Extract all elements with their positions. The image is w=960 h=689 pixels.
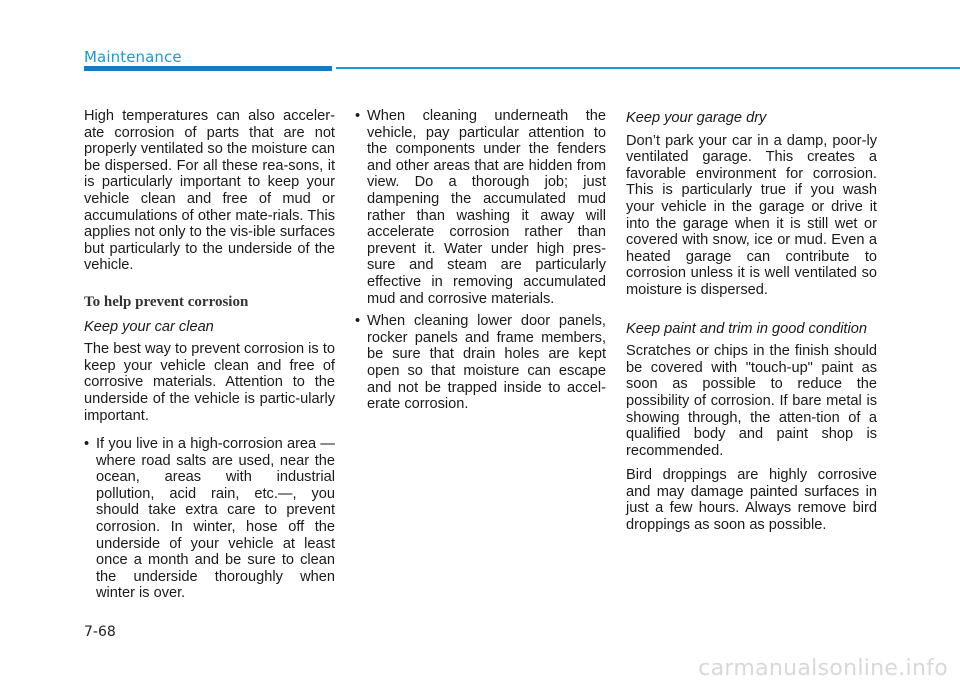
- subheading-keep-car-clean: Keep your car clean: [84, 318, 214, 335]
- paragraph-paint-trim: Scratches or chips in the finish should be covered with "touch-up" paint as soon as possible to reduce the possibility of corrosion. If bare metal is showing through, the atten-tion of a qualified body and paint shop is recommended.: [626, 343, 877, 459]
- bullet-item-high-corrosion: • If you live in a high-corrosion area — where road salts are used, near the ocean, areas with industrial pollution, acid rain, etc.—, you should take extra care to prevent corrosion. In winter, hose off the underside of your vehicle at least once a month and be sure to clean the underside thoroughly when winter is over.: [84, 436, 335, 602]
- watermark: carmanualsonline.info: [698, 656, 948, 681]
- column-2: [355, 108, 606, 423]
- column-1: [84, 108, 335, 612]
- subheading-garage-dry: Keep your garage dry: [626, 110, 767, 126]
- bullet-list: [355, 108, 606, 413]
- subheading-paint-trim: Keep paint and trim in good condition: [626, 320, 867, 337]
- header-rule-thin: [336, 67, 960, 69]
- paragraph-bird-droppings: Bird droppings are highly corrosive and may damage painted surfaces in just a few hours. Always remove bird droppings as soon as possible.: [626, 467, 877, 534]
- page-number: 7-68: [84, 624, 116, 640]
- bullet-list: [84, 436, 335, 602]
- section-title: Maintenance: [84, 48, 182, 66]
- bullet-item-door-panels: • When cleaning lower door panels, rocker panels and frame members, be sure that drain holes are kept open so that moisture can escape and not be trapped inside to accel-erate corrosion.: [355, 313, 606, 413]
- header-rule-thick: [84, 66, 332, 71]
- section-heading: To help prevent corrosion: [84, 293, 249, 310]
- bullet-item-cleaning-underneath: • When cleaning underneath the vehicle, pay particular attention to the components under the fenders and other areas that are hidden from view. Do a thorough job; just dampening the accumulated mud rather than washing it away will accelerate corrosion rather than prevent it. Water under high pres-sure and steam are particularly effective in removing accumulated mud and corrosive materials.: [355, 108, 606, 307]
- intro-paragraph: High temperatures can also acceler-ate corrosion of parts that are not properly ventilated so the moisture can be dispersed. For all these rea-sons, it is particularly important to keep your vehicle clean and free of mud or accumulations of other mate-rials. This applies not only to the vis-ible surfaces but particularly to the underside of the vehicle.: [84, 108, 335, 274]
- paragraph-garage-dry: Don’t park your car in a damp, poor-ly ventilated garage. This creates a favorable environment for corrosion. This is particularly true if you wash your vehicle in the garage or drive it into the garage when it is still wet or covered with snow, ice or mud. Even a heated garage can contribute to corrosion unless it is well ventilated so moisture is dispersed.: [626, 132, 877, 298]
- column-3: [626, 110, 877, 546]
- paragraph-keep-car-clean: The best way to prevent corrosion is to keep your vehicle clean and free of corrosive materials. Attention to the underside of the vehicle is partic-ularly important.: [84, 341, 335, 424]
